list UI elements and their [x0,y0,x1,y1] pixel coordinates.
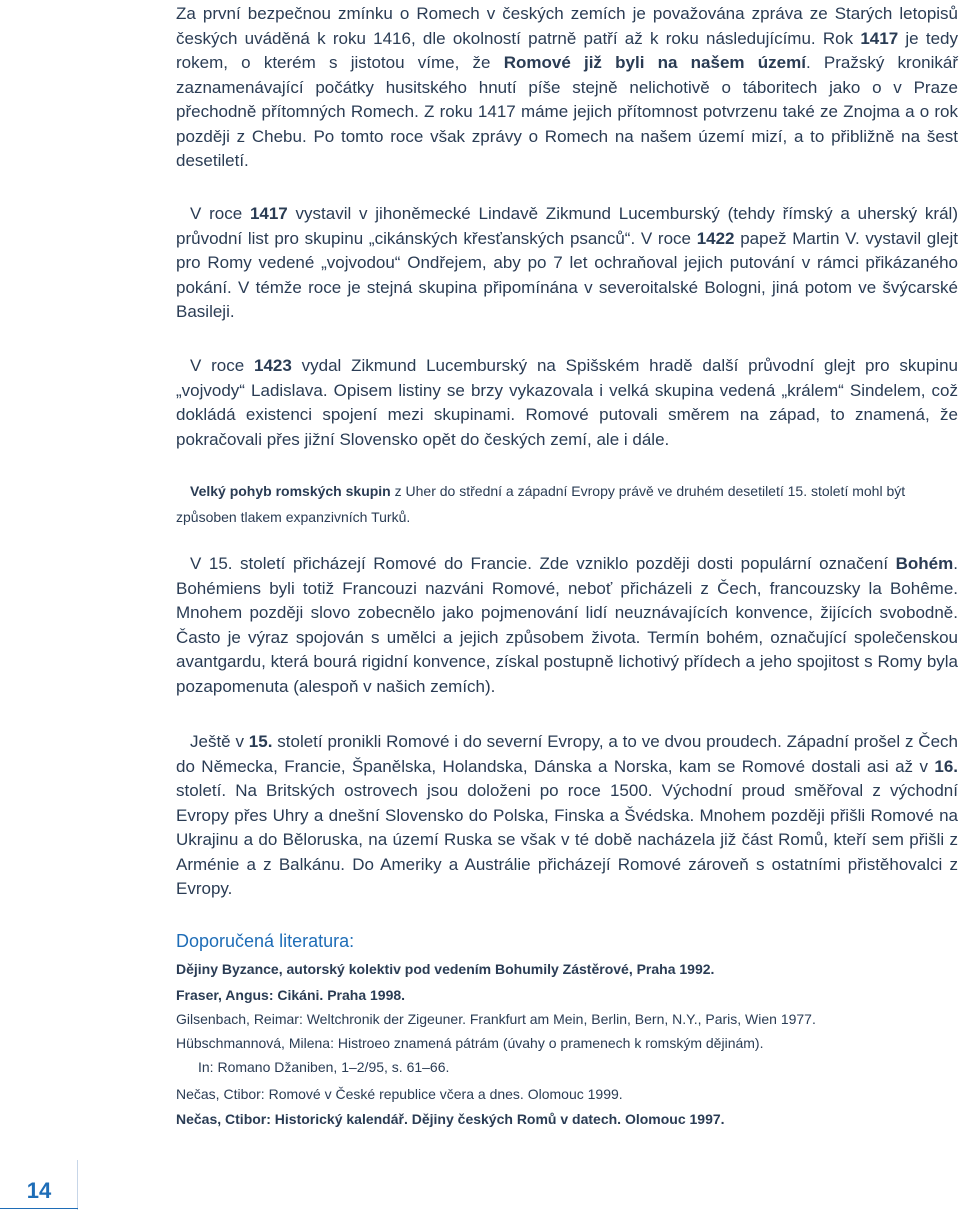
paragraph-0-segment: je tedy rokem, o kterém s jistotou víme, že [176,28,959,72]
literature-item: In: Romano Džaniben, 1–2/95, s. 61–66. [198,1059,450,1075]
paragraph-north-europe [176,730,958,902]
literature-item: Fraser, Angus: Cikáni. Praha 1998. [176,987,406,1003]
page-number: 14 [26,1178,52,1203]
paragraph-0-segment: 1417 [860,28,899,48]
paragraph-4-segment: Ještě v [190,732,249,751]
literature-item: Nečas, Ctibor: Historický kalendář. Dějiny českých Romů v datech. Olomouc 1997. [176,1111,725,1127]
paragraph-1-segment: V roce [190,204,250,223]
paragraph-1417-letter [176,202,958,325]
literature-item: Gilsenbach, Reimar: Weltchronik der Zigeuner. Frankfurt am Mein, Berlin, Bern, N.Y., Paris, Wien 1977. [176,1011,816,1027]
paragraph-2-segment: vydal Zikmund Lucemburský na Spišském hradě další průvodní glejt pro skupinu „vojvody“ Ladislava. Opisem listiny se brzy vykazovala i velká skupina vedená „králem“ Sindelem, což dokládá existenci spojení mezi skupinami. Romové putovali směrem na západ, to znamená, že pokračovali přes jižní Slovensko opět do českých zemí, ale i dále. [176,356,958,449]
paragraph-1423-glejt [176,354,958,452]
paragraph-1-segment: 1422 [696,228,735,248]
note-migration [176,478,958,530]
paragraph-4-segment: 16. [934,756,958,776]
paragraph-first-mention [176,2,958,174]
paragraph-4-segment: 15. [248,732,273,751]
footer-rule [0,1208,78,1209]
paragraph-1-segment: papež Martin V. vystavil glejt pro Romy vedené „vojvodou“ Ondřejem, aby po 7 let ochraňoval jejich putování v rámci přikázaného pokání. V témže roce je stejná skupina připomínána v severoitalské Bologni, jiná potom ve švýcarské Basileji. [176,228,958,321]
literature-item: Hübschmannová, Milena: Histroeo znamená pátrám (úvahy o pramenech k romským dějinám). [176,1035,764,1051]
paragraph-4-segment: století pronikli Romové i do severní Evropy, a to ve dvou proudech. Západní prošel z Čech do Německa, Francie, Španělska, Holandska, Dánska a Norska, kam se Romové dostali asi až v [176,732,958,776]
paragraph-0-segment: Romové již byli na našem území [503,53,806,72]
paragraph-bohem [176,552,958,699]
paragraph-1-segment: vystavil v jihoněmecké Lindavě Zikmund Lucemburský (tehdy římský a uherský král) průvodní list pro skupinu „cikánských křesťanských psanců“. V roce [176,204,958,248]
footer-divider [77,1160,78,1210]
paragraph-2-segment: 1423 [254,356,292,375]
paragraph-4-segment: století. Na Britských ostrovech jsou doloženi po roce 1500. Východní proud směřoval z východní Evropy přes Uhry a dnešní Slovensko do Polska, Finska a Švédska. Mnohem později přišli Romové na Ukrajinu a do Běloruska, na území Ruska se však v té době nacházela již část Romů, kteří sem přišli z Arménie a z Balkánu. Do Ameriky a Austrálie přicházejí Romové zároveň s ostatními přistěhovalci z Evropy. [176,781,958,898]
note-rest: z Uher do střední a západní Evropy právě ve druhém desetiletí 15. století mohl být způsoben tlakem expanzivních Turků. [176,483,906,525]
note-bold: Velký pohyb romských skupin [190,483,391,499]
literature-heading: Doporučená literatura: [176,931,355,951]
literature-item: Nečas, Ctibor: Romové v České republice včera a dnes. Olomouc 1999. [176,1086,623,1102]
paragraph-2-segment: V roce [190,356,254,375]
paragraph-0-segment: . Pražský kronikář zaznamenávající počátky husitského hnutí píše stejně nelichotivě o táboritech jako o v Praze přechodně přítomných Romech. Z roku 1417 máme jejich přítomnost potvrzenu také ze Znojma a o rok později z Chebu. Po tomto roce však zprávy o Romech na našem území mizí, a to přibližně na šest desetiletí. [176,53,958,170]
literature-item: Dějiny Byzance, autorský kolektiv pod vedením Bohumily Zástěrové, Praha 1992. [176,961,715,977]
paragraph-1-segment: 1417 [249,204,288,223]
paragraph-3-segment: Bohém [895,554,954,573]
paragraph-0-segment: Za první bezpečnou zmínku o Romech v českých zemích je považována zpráva ze Starých letopisů českých uváděná k roku 1416, dle okolností patrně patří až k roku následujícímu. Rok [176,4,958,48]
paragraph-3-segment: V 15. století přicházejí Romové do Francie. Zde vzniklo později dosti populární označení [190,554,896,573]
paragraph-3-segment: . Bohémiens byli totiž Francouzi nazváni Romové, neboť přicházeli z Čech, francouzsky la Bohême. Mnohem později slovo zobecnělo jako pojmenování lidí neuznávajících konvence, žijících svobodně. Často je výraz spojován s umělci a jejich způsobem života. Termín bohém, označující společenskou avantgardu, která bourá rigidní konvence, získal postupně lichotivý přídech a jeho spojitost s Romy byla pozapomenuta (alespoň v našich zemích). [176,554,958,696]
